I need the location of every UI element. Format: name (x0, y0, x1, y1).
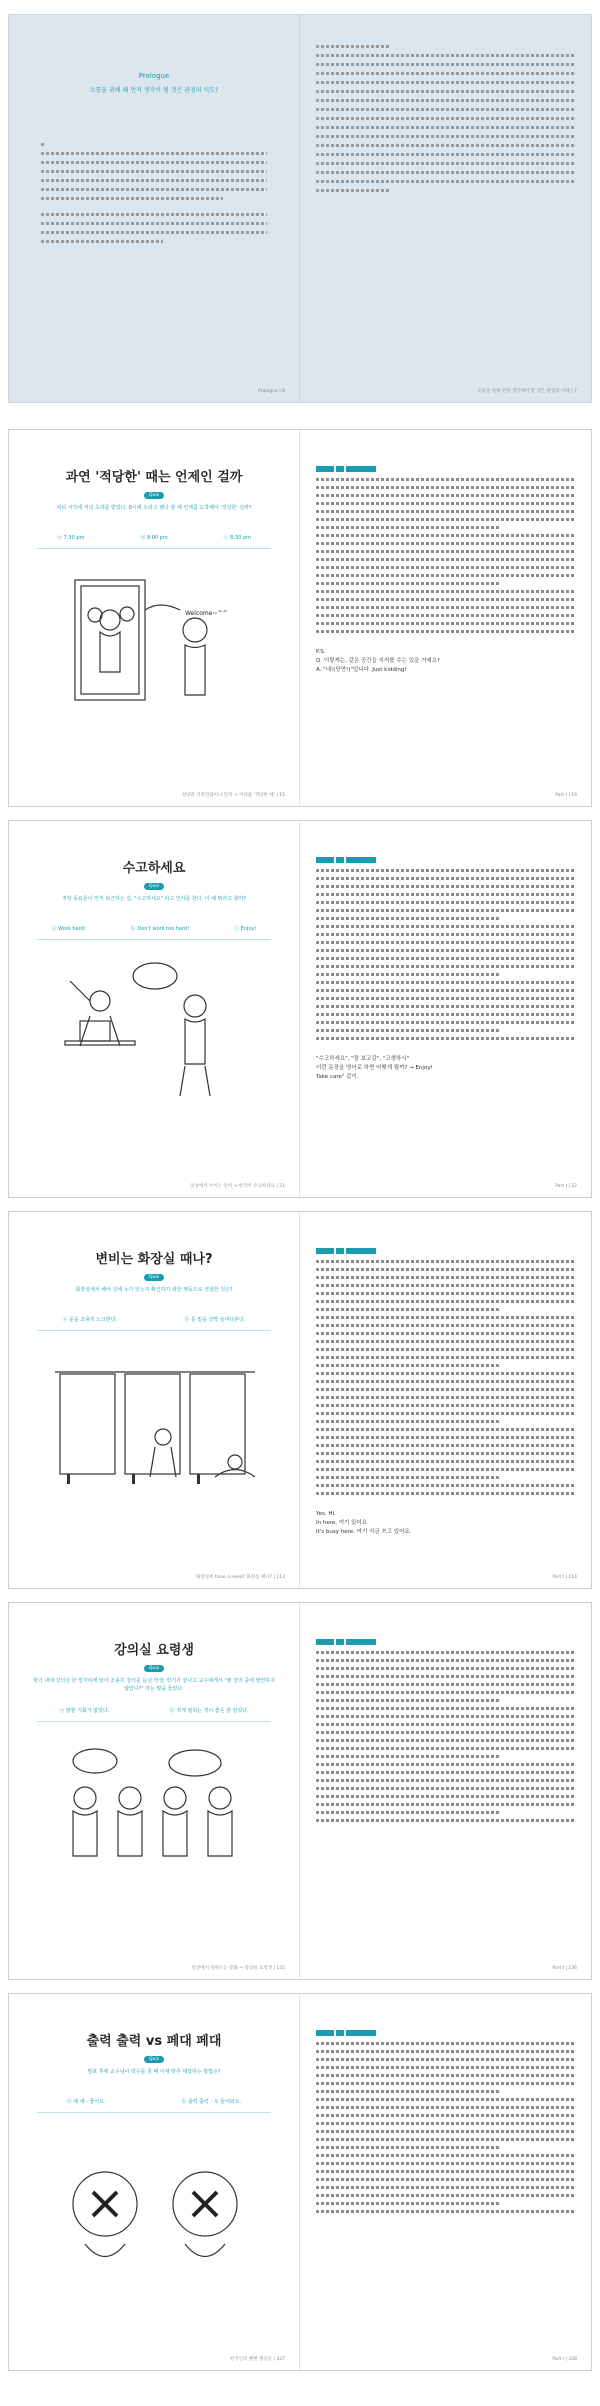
badge-block (316, 1639, 334, 1645)
text-line (316, 1460, 575, 1463)
text-line (316, 1348, 575, 1351)
text-line (316, 1659, 575, 1662)
text-line (316, 893, 575, 896)
text-line (316, 1715, 575, 1718)
quiz-badge: Quiz (144, 2056, 164, 2063)
badge-block (336, 1639, 344, 1645)
text-line (316, 1013, 575, 1016)
left-page (9, 1603, 300, 1979)
text-line (316, 1332, 575, 1335)
badge-block (346, 1248, 376, 1254)
text-line (316, 1412, 575, 1415)
text-line (316, 1707, 575, 1710)
dialogue-line: In here. 여기 있어요 (316, 1520, 368, 1526)
illustration (45, 1743, 265, 1893)
text-line (316, 1436, 575, 1439)
quiz-question: 학기 내내 강의실 한 밑자리에 앉아 조용히 강의를 듣던 학생, 학기가 끝나고 교수에게서 "왜 강의 중에 발언하지 않았니?" 라는 말을 들었다. (33, 1678, 275, 1692)
text-line (316, 1372, 575, 1375)
text-line (316, 582, 501, 585)
text-line (316, 1755, 501, 1758)
prologue-body-text (25, 143, 283, 243)
text-line (316, 997, 575, 1000)
text-line (316, 1356, 575, 1359)
text-line (316, 1484, 575, 1487)
text-line (316, 630, 575, 633)
text-line (316, 2090, 501, 2093)
prologue-right-page (300, 15, 591, 402)
quiz-option: ⓐ Work hard! (51, 926, 86, 932)
text-line (316, 1380, 575, 1383)
text-line (316, 1683, 575, 1686)
text-line (316, 502, 575, 505)
illustration (45, 961, 265, 1111)
left-footer: 일상에서 뒤따르는 문화 → 강의실 요령생 | 135 (191, 1966, 285, 1971)
text-line (316, 885, 575, 888)
left-page (9, 821, 300, 1197)
text-line (316, 2082, 575, 2085)
text-line (316, 550, 575, 553)
text-line (316, 1699, 501, 1702)
text-line (316, 1324, 575, 1327)
dialogue-line: 이런 문장을 영어로 하면 어떻게 될까? → Enjoy! (316, 1065, 433, 1071)
page-title: 변비는 화장실 때나? (95, 1252, 213, 1267)
quiz-question: 발표 후에 교수님이 박수를 칠 때 이에 맞추 대답하는 방법은? (87, 2069, 221, 2075)
text-line (316, 1803, 575, 1806)
text-line (316, 901, 575, 904)
right-page (300, 1603, 591, 1979)
section-badge (316, 466, 376, 472)
text-line (316, 1404, 575, 1407)
text-line (316, 1819, 575, 1822)
quiz-option: ⓒ 8:30 pm (223, 535, 252, 541)
page-title: 출력 출력 vs 페대 페대 (86, 2034, 222, 2049)
quiz-badge: Quiz (144, 492, 164, 499)
divider (37, 2112, 271, 2113)
badge-block (336, 466, 344, 472)
text-line (316, 925, 575, 928)
right-footer: Part I | 114 (552, 1575, 577, 1580)
text-line (316, 1005, 575, 1008)
text-line (316, 1763, 575, 1766)
text-line (316, 933, 575, 936)
text-line (316, 1308, 501, 1311)
text-line (316, 917, 501, 920)
text-line (316, 1747, 575, 1750)
text-line (316, 526, 501, 529)
page-title: 강의실 요령생 (114, 1643, 194, 1658)
text-line (316, 2074, 575, 2077)
text-line (316, 2146, 501, 2149)
illustration (45, 2134, 265, 2284)
quiz-option: ⓑ Don't work too hard! (130, 926, 190, 932)
book-spread (8, 1993, 592, 2371)
left-page (9, 1212, 300, 1588)
text-line (316, 1037, 575, 1040)
text-line (316, 1787, 575, 1790)
page-title: 수고하세요 (122, 861, 186, 876)
text-line (316, 574, 575, 577)
illustration (45, 1352, 265, 1502)
text-line (316, 2130, 575, 2133)
badge-block (346, 466, 376, 472)
left-footer: 일상에서 쓰이는 언어 → 한국어 수고하세요 | 21 (190, 1184, 285, 1189)
prologue-subtitle: 소통을 위해 왜 먼저 생각이 될 것은 관점의 익도? (89, 87, 219, 94)
left-footer: 한국인의 뻔뻔 행동들 | 327 (230, 2357, 285, 2362)
text-line (316, 1284, 575, 1287)
book-spread (8, 1211, 592, 1589)
text-line (316, 957, 575, 960)
quiz-option: ⓐ 문을 조용히 노크한다. (62, 1317, 118, 1323)
dialogue-block (316, 1510, 575, 1537)
text-line (316, 1452, 575, 1455)
text-line (316, 606, 575, 609)
speech-text: Welcome~^^ (185, 610, 228, 617)
quiz-badge: Quiz (144, 1665, 164, 1672)
text-line (316, 2058, 575, 2061)
text-line (316, 941, 575, 944)
left-footer: 천당과 지옥만큼이나 먼저 → 어려운 '적당한 때' | 15 (181, 793, 285, 798)
prologue-left-footer: Prologue | 6 (258, 389, 285, 394)
text-line (316, 478, 575, 481)
quiz-question: 파티 시작에 저녁 초대를 받았다. 8시에 오라고 했다 할 때 언제쯤 도착해야 '적당한' 걸까? (56, 505, 252, 511)
text-line (316, 1340, 575, 1343)
text-line (316, 2138, 575, 2141)
text-line (316, 1811, 501, 1814)
right-page (300, 1994, 591, 2370)
text-line (316, 510, 575, 513)
text-line (316, 2162, 575, 2165)
dialogue-line: A. "네!(당연!)"입니다. Just kidding! (316, 667, 407, 673)
divider (37, 548, 271, 549)
text-line (316, 1396, 575, 1399)
text-line (316, 2210, 575, 2213)
text-line (316, 1029, 501, 1032)
text-line (316, 2066, 575, 2069)
prologue-left-page (9, 15, 300, 402)
quiz-option: ⓐ 예 예 - 좋아요. (66, 2099, 106, 2105)
book-spread (8, 1602, 592, 1980)
text-line (316, 1651, 575, 1654)
text-line (316, 981, 575, 984)
section-badge (316, 2030, 376, 2036)
quiz-option: ⓑ 적게 말하는 것이 좋은 줄 알았다. (169, 1708, 249, 1714)
badge-block (346, 857, 376, 863)
text-line (316, 494, 575, 497)
divider (37, 1721, 271, 1722)
quiz-option: ⓐ 말할 기회가 없었다. (59, 1708, 110, 1714)
badge-block (316, 466, 334, 472)
section-badge (316, 1248, 376, 1254)
text-line (316, 534, 575, 537)
text-line (316, 1292, 575, 1295)
quiz-question: 직장 동료들이 먼저 퇴근하는 길, "수고하세요" 라고 인사를 한다. 이 때 뭐라고 할까? (61, 896, 247, 902)
text-line (316, 1268, 575, 1271)
text-line (316, 1691, 575, 1694)
section-badge (316, 857, 376, 863)
right-footer: Part I | 136 (552, 1966, 577, 1971)
right-footer: Part I | 328 (552, 2357, 577, 2362)
quiz-badge: Quiz (144, 1274, 164, 1281)
text-line (316, 1316, 575, 1319)
text-line (316, 2050, 575, 2053)
text-line (316, 566, 575, 569)
text-line (316, 1300, 575, 1303)
page-title: 과연 '적당한' 때는 언제인 걸까 (65, 470, 243, 485)
right-page (300, 430, 591, 806)
text-line (316, 973, 501, 976)
text-line (316, 989, 575, 992)
right-page (300, 1212, 591, 1588)
text-line (316, 2114, 575, 2117)
right-footer: Part I | 22 (555, 1184, 577, 1189)
text-line (316, 2170, 575, 2173)
text-line (316, 1723, 575, 1726)
text-line (316, 1468, 575, 1471)
quiz-option: ⓑ 8:00 pm (140, 535, 168, 541)
text-line (316, 614, 575, 617)
prologue-right-footer: 소통을 위해 먼저 생각해야 할 것은 관점의 이해 | 7 (477, 389, 577, 394)
text-line (316, 1476, 501, 1479)
dialogue-line: Q. 이렇게는, 같은 공간을 지켜볼 수는 있을 거예요? (316, 658, 440, 664)
text-line (316, 1731, 575, 1734)
quiz-options (29, 1316, 279, 1323)
badge-block (316, 1248, 334, 1254)
left-page (9, 430, 300, 806)
text-line (316, 1675, 575, 1678)
divider (37, 939, 271, 940)
quiz-options (29, 534, 279, 541)
quiz-option: ⓑ 문 밑을 살짝 들여다본다. (184, 1317, 246, 1323)
dialogue-line: Take care" 같이. (316, 1074, 359, 1080)
dialogue-line: "수고하세요", "잘 보고갈", "고생하시" (316, 1056, 409, 1062)
badge-block (316, 857, 334, 863)
badge-block (316, 2030, 334, 2036)
text-line (316, 2202, 501, 2205)
text-line (316, 1444, 575, 1447)
text-line (316, 598, 575, 601)
text-line (316, 1364, 501, 1367)
quiz-option: ⓐ 7:30 pm (56, 535, 85, 541)
badge-block (336, 1248, 344, 1254)
badge-block (336, 2030, 344, 2036)
text-line (316, 1492, 575, 1495)
text-line (316, 869, 575, 872)
illustration (45, 570, 265, 720)
quiz-options (29, 1707, 279, 1714)
right-page (300, 821, 591, 1197)
text-line (316, 1388, 575, 1391)
text-line (316, 2194, 575, 2197)
text-line (316, 1021, 575, 1024)
badge-block (346, 2030, 376, 2036)
quiz-option: ⓒ Enjoy! (234, 926, 257, 932)
left-footer: 화장실에 have a need? 화장실 때나? | 113 (195, 1575, 285, 1580)
quiz-question: 화장실에서 헤어 진에 누가 있는지 확인하기 위한 행동으로 적절한 것은? (75, 1287, 233, 1293)
badge-block (336, 857, 344, 863)
prologue-spread (8, 14, 592, 403)
book-spread (8, 429, 592, 807)
dialogue-line: Yes, Hi. (316, 1511, 336, 1517)
right-footer: Part I | 16 (555, 793, 577, 798)
text-line (316, 622, 575, 625)
text-line (316, 1667, 575, 1670)
text-line (316, 877, 575, 880)
text-line (316, 2098, 575, 2101)
dialogue-line: It's busy here. 여기 지금 쓰고 있어요. (316, 1529, 412, 1535)
text-line (316, 2106, 575, 2109)
text-line (316, 2122, 575, 2125)
text-line (316, 1420, 501, 1423)
text-line (316, 2186, 575, 2189)
badge-block (346, 1639, 376, 1645)
divider (37, 1330, 271, 1331)
prologue-heading: Prologue (138, 72, 170, 80)
text-line (316, 542, 575, 545)
text-line (316, 2042, 575, 2045)
text-line (316, 1428, 575, 1431)
text-line (316, 1739, 575, 1742)
dialogue-block (316, 1055, 575, 1082)
text-line (316, 1276, 575, 1279)
text-line (316, 2178, 575, 2181)
text-line (316, 2154, 575, 2157)
text-line (316, 949, 575, 952)
text-line (316, 590, 575, 593)
text-line (316, 1260, 575, 1263)
quiz-option: ⓑ 출력 출력 - 오 들어와요. (181, 2099, 242, 2105)
text-line (316, 1795, 575, 1798)
text-line (316, 558, 575, 561)
text-line (316, 1779, 575, 1782)
text-line (316, 1771, 575, 1774)
left-page (9, 1994, 300, 2370)
text-line (316, 518, 575, 521)
quiz-options (29, 925, 279, 932)
dialogue-line: P.S. (316, 649, 326, 655)
text-line (316, 909, 575, 912)
book-spread (8, 820, 592, 1198)
section-badge (316, 1639, 376, 1645)
quiz-badge: Quiz (144, 883, 164, 890)
quiz-options (29, 2098, 279, 2105)
text-line (316, 965, 575, 968)
text-line (316, 486, 575, 489)
dialogue-block (316, 648, 575, 675)
